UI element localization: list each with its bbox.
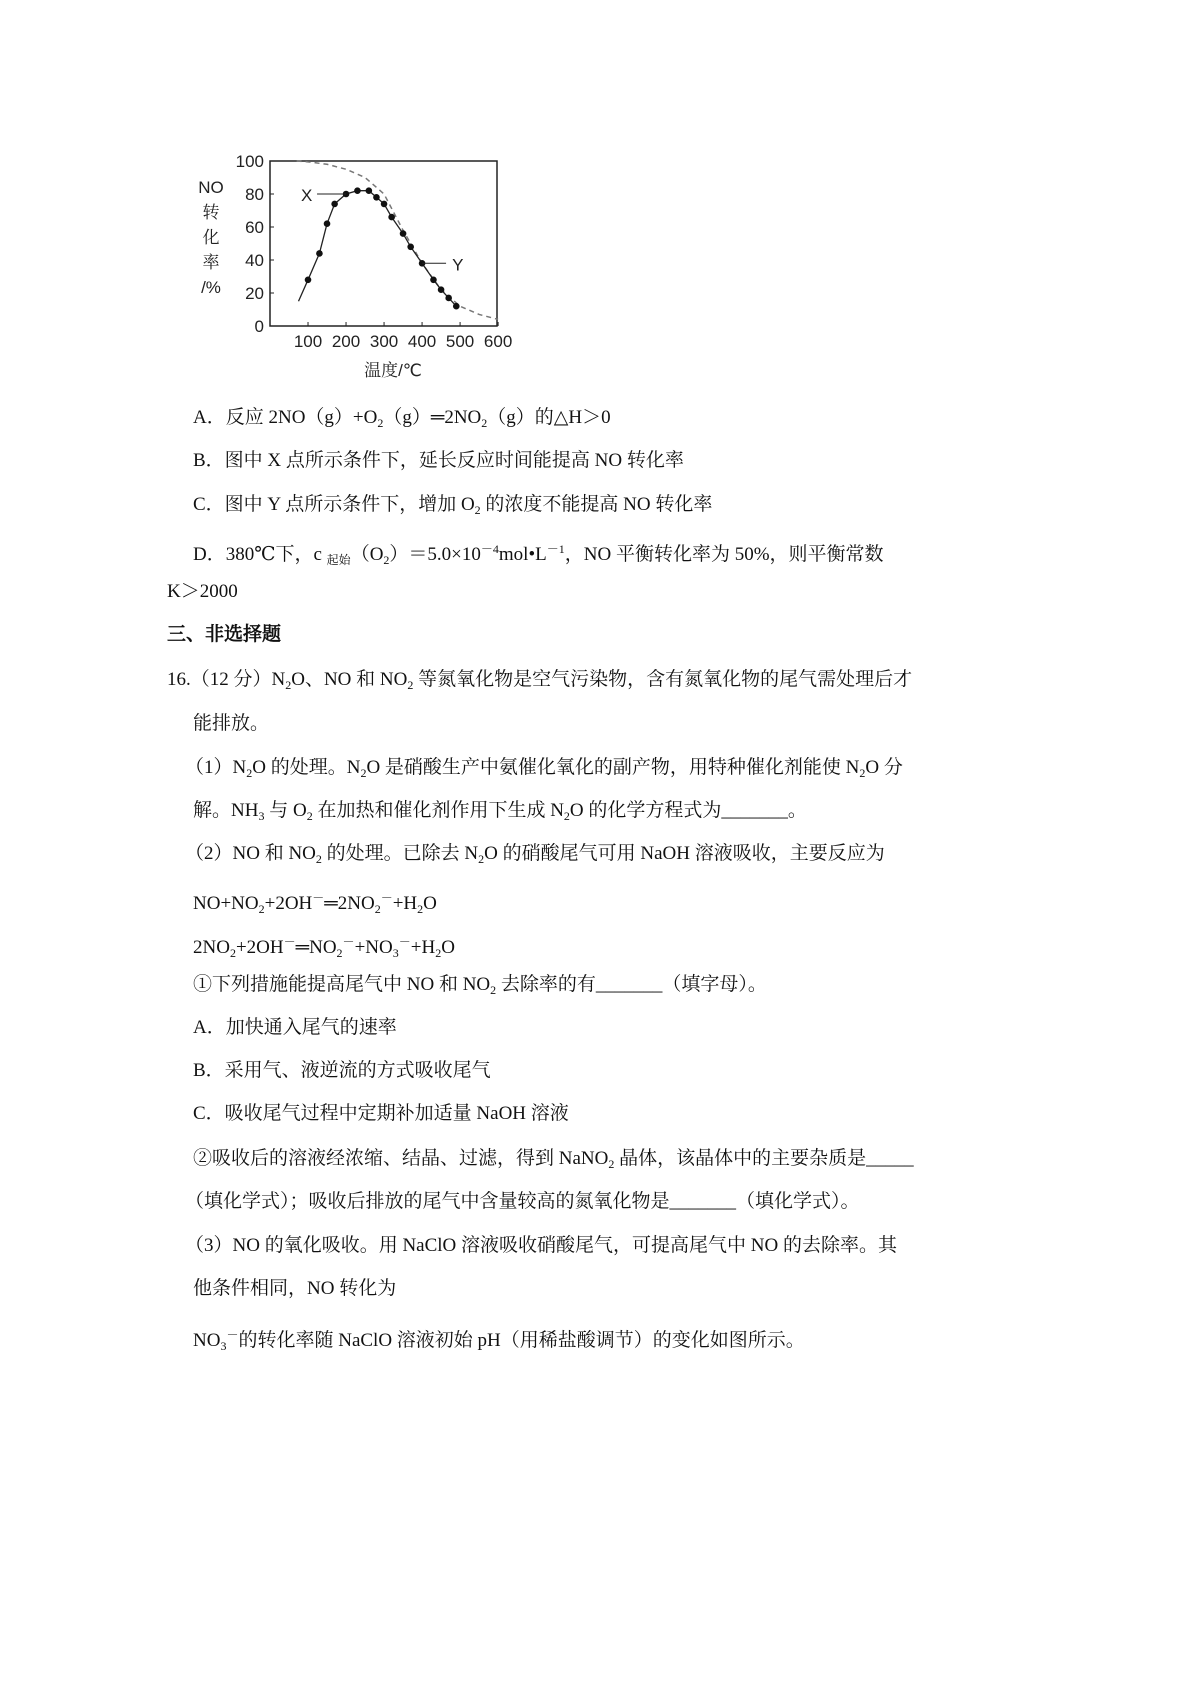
annotation-label-x: X (301, 186, 313, 205)
text-run: 2NO (193, 937, 230, 958)
equilibrium-curve (297, 161, 498, 319)
data-point (305, 277, 312, 284)
text-line (193, 799, 807, 828)
text-run: ）＝5.0×10 (389, 544, 481, 565)
text-line (167, 668, 912, 697)
text-line (193, 712, 269, 736)
text-run: － (398, 935, 411, 949)
text-run: － (342, 935, 355, 949)
data-point (388, 214, 395, 221)
text-run: 的处理。已除去 N (321, 843, 479, 864)
text-run: +2OH (235, 937, 284, 958)
text-line (193, 449, 684, 473)
x-tick-label: 300 (369, 332, 399, 351)
x-tick-label: 100 (293, 332, 323, 351)
text-run: C．吸收尾气过程中定期补加适量 NaOH 溶液 (193, 1103, 569, 1124)
text-run: 起始 (326, 553, 351, 567)
text-run: 2 (417, 902, 424, 916)
text-run: O、NO 和 NO (291, 669, 408, 690)
text-run: mol•L (498, 544, 547, 565)
data-point (438, 286, 445, 293)
data-point (453, 303, 460, 310)
text-line (193, 1102, 569, 1126)
text-run: O 的处理。N (252, 757, 361, 778)
text-line (193, 537, 884, 572)
text-run: ═2NO (324, 893, 375, 914)
x-axis-label: 温度/℃ (364, 361, 422, 380)
data-point (316, 250, 323, 257)
data-point (400, 230, 407, 237)
text-run: A．反应 2NO（g）+O (193, 407, 378, 428)
text-run: O 是硝酸生产中氨催化氧化的副产物，用特种催化剂能使 N (366, 757, 860, 778)
text-run: K＞2000 (167, 581, 238, 602)
text-line (193, 1323, 805, 1358)
text-run: 2 (246, 766, 253, 780)
text-run: 2 (306, 809, 313, 823)
text-run: （g）的△H＞0 (487, 407, 611, 428)
data-point (354, 187, 361, 194)
text-run: （g）═2NO (383, 407, 482, 428)
y-axis-label: 率 (202, 253, 220, 272)
text-run: +NO (354, 937, 393, 958)
text-run: 晶体，该晶体中的主要杂质是 (614, 1148, 867, 1169)
x-tick-label: 400 (407, 332, 437, 351)
data-point (407, 244, 414, 251)
text-run: 与 O (264, 800, 307, 821)
text-run: 2 (383, 553, 390, 567)
text-run: ，NO 平衡转化率为 50%，则平衡常数 (564, 544, 884, 565)
text-line (193, 1147, 914, 1176)
y-tick-label: 40 (245, 251, 264, 270)
text-run: A．加快通入尾气的速率 (193, 1017, 397, 1038)
text-run: 3 (220, 1339, 227, 1353)
text-line (193, 493, 712, 522)
section-heading: 三、非选择题 (167, 624, 282, 645)
y-tick-label: 0 (254, 317, 264, 336)
data-point (381, 201, 388, 208)
text-run: 等氮氧化物是空气污染物，含有氮氧化物的尾气需处理后才 (413, 669, 913, 690)
text-run: 2 (374, 902, 381, 916)
text-line (193, 973, 767, 1002)
text-run: 2 (360, 766, 367, 780)
data-point (445, 295, 452, 302)
text-run: 2 (481, 416, 488, 430)
text-run: （O (350, 544, 384, 565)
text-run: +2OH (264, 893, 313, 914)
answer-blank: _____ (866, 1148, 914, 1169)
text-run: +H (410, 937, 436, 958)
text-run: － (226, 1328, 239, 1342)
text-run: －4 (480, 542, 499, 556)
x-tick-label: 600 (483, 332, 513, 351)
text-run: O (423, 893, 437, 914)
text-run: （3）NO 的氧化吸收。用 NaClO 溶液吸收硝酸尾气，可提高尾气中 NO 的去除率。其 (185, 1235, 897, 1256)
text-run: － (312, 891, 325, 905)
y-tick-label: 60 (245, 218, 264, 237)
text-run: 2 (229, 946, 236, 960)
text-run: （填化学式）；吸收后排放的尾气中含量较高的氮氧化物是 (185, 1191, 670, 1212)
text-run: +H (392, 893, 418, 914)
text-run: O (441, 937, 455, 958)
text-run: 2 (859, 766, 866, 780)
answer-blank: _______ (721, 800, 788, 821)
text-run: ②吸收后的溶液经浓缩、结晶、过滤，得到 NaNO (193, 1148, 609, 1169)
text-run: 2 (258, 902, 265, 916)
text-run: NO (193, 1330, 221, 1351)
y-axis-label: 转 (202, 203, 220, 222)
text-run: O 分 (865, 757, 903, 778)
text-line (193, 1277, 396, 1301)
text-run: 3 (258, 809, 265, 823)
text-run: （填字母）。 (662, 974, 767, 995)
text-run: － (380, 891, 393, 905)
y-axis-label: 化 (202, 228, 220, 247)
text-run: （2）NO 和 NO (185, 843, 316, 864)
text-run: 2 (608, 1157, 615, 1171)
text-line (185, 1190, 860, 1214)
text-run: － (283, 935, 296, 949)
text-run: 2 (478, 852, 485, 866)
annotation-label-y: Y (452, 255, 464, 275)
x-tick-label: 500 (445, 332, 475, 351)
data-point (324, 220, 331, 227)
text-run: NO+NO (193, 893, 259, 914)
text-line (185, 842, 885, 871)
text-run: C．图中 Y 点所示条件下，增加 O (193, 494, 475, 515)
text-run: 2 (490, 983, 497, 997)
data-point (366, 187, 373, 194)
text-run: 2 (407, 678, 414, 692)
text-run: 2 (474, 503, 481, 517)
data-point (430, 277, 437, 284)
x-tick-label: 200 (331, 332, 361, 351)
text-run: 去除率的有 (496, 974, 596, 995)
text-run: O 的化学方程式为 (569, 800, 722, 821)
text-run: B．采用气、液逆流的方式吸收尾气 (193, 1060, 491, 1081)
answer-blank: _______ (595, 974, 663, 995)
text-run: 2 (336, 946, 343, 960)
text-line (193, 930, 455, 965)
text-line (193, 1059, 491, 1083)
text-run: O 的硝酸尾气可用 NaOH 溶液吸收，主要反应为 (484, 843, 885, 864)
text-run: 在加热和催化剂作用下生成 N (312, 800, 564, 821)
y-tick-label: 80 (245, 185, 264, 204)
text-run: ═NO (295, 937, 337, 958)
text-line (185, 756, 903, 785)
text-run: 2 (285, 678, 292, 692)
text-line (185, 1234, 897, 1258)
y-axis-label: NO (198, 178, 224, 197)
data-point (331, 201, 338, 208)
text-run: 2 (315, 852, 322, 866)
text-line (193, 1016, 397, 1040)
text-line (193, 406, 611, 435)
text-run: 。 (787, 800, 807, 821)
text-run: B．图中 X 点所示条件下，延长反应时间能提高 NO 转化率 (193, 450, 684, 471)
text-line (167, 580, 238, 604)
text-run: 的转化率随 NaClO 溶液初始 pH（用稀盐酸调节）的变化如图所示。 (238, 1330, 805, 1351)
text-run: 他条件相同，NO 转化为 (193, 1278, 397, 1299)
text-run: 16.（12 分）N (167, 669, 286, 690)
measured-curve (299, 191, 457, 307)
text-run: 2 (563, 809, 570, 823)
text-run: 2 (377, 416, 384, 430)
text-line (167, 623, 281, 647)
y-axis-label: /% (201, 278, 221, 297)
answer-blank: _______ (669, 1191, 737, 1212)
y-tick-label: 100 (235, 152, 264, 171)
text-run: （1）N (185, 757, 247, 778)
text-line (193, 886, 437, 921)
text-run: －1 (546, 542, 565, 556)
data-point (373, 194, 380, 201)
text-run: 3 (392, 946, 399, 960)
text-run: ①下列措施能提高尾气中 NO 和 NO (193, 974, 491, 995)
y-tick-label: 20 (245, 284, 264, 303)
text-run: （填化学式）。 (736, 1191, 860, 1212)
text-run: 的浓度不能提高 NO 转化率 (480, 494, 713, 515)
text-run: D．380℃下，c (193, 544, 327, 565)
no-conversion-chart (0, 0, 560, 400)
text-run: 解。NH (193, 800, 259, 821)
text-run: 能排放。 (193, 713, 270, 734)
text-run: 2 (435, 946, 442, 960)
